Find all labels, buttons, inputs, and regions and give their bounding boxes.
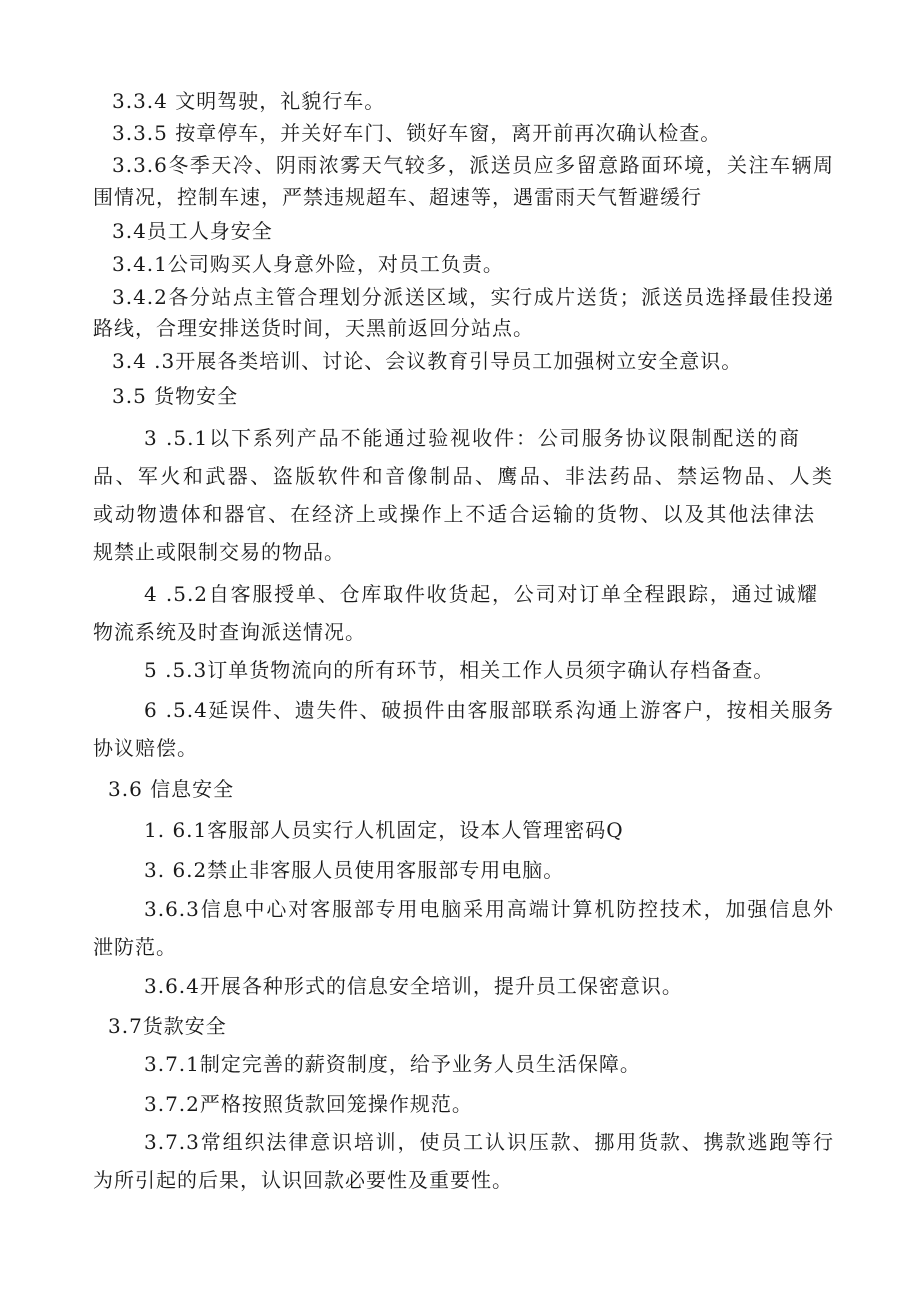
clause-3-7-1: 3.7.1制定完善的薪资制度，给予业务人员生活保障。 (144, 1052, 641, 1076)
heading-3-5: 3.5 货物安全 (112, 384, 239, 408)
clause-3-5-1-cont-2: 或动物遗体和器官、在经济上或操作上不适合运输的货物、以及其他法律法 (93, 502, 815, 526)
clause-3-6-4: 3.6.4开展各种形式的信息安全培训，提升员工保密意识。 (144, 974, 683, 998)
clause-3-7-3: 3.7.3常组织法律意识培训，使员工认识压款、挪用货款、携款逃跑等行 (144, 1130, 834, 1154)
clause-3-4-2: 3.4.2各分站点主管合理划分派送区域，实行成片送货；派送员选择最佳投递 (112, 285, 834, 309)
clause-3-6-3-cont: 泄防范。 (93, 935, 177, 959)
clause-3-7-2: 3.7.2严格按照货款回笼操作规范。 (144, 1092, 473, 1116)
clause-3-3-4: 3.3.4 文明驾驶，礼貌行车。 (112, 89, 386, 113)
clause-3-5-4-cont: 协议赔偿。 (93, 736, 198, 760)
heading-3-7: 3.7货款安全 (108, 1014, 227, 1038)
clause-3-6-1: 1. 6.1客服部人员实行人机固定，设本人管理密码Q (144, 818, 624, 842)
clause-3-5-3: 5 .5.3订单货物流向的所有环节，相关工作人员须字确认存档备查。 (144, 658, 775, 682)
clause-3-3-6: 3.3.6冬季天冷、阴雨浓雾天气较多，派送员应多留意路面环境，关注车辆周 (112, 153, 834, 177)
clause-3-7-3-cont: 为所引起的后果，认识回款必要性及重要性。 (93, 1168, 513, 1192)
clause-3-4-1: 3.4.1公司购买人身意外险，对员工负责。 (112, 252, 504, 276)
clause-3-3-6-cont: 围情况，控制车速，严禁违规超车、超速等，遇雷雨天气暂避缓行 (93, 185, 702, 209)
clause-3-5-4: 6 .5.4延误件、遗失件、破损件由客服部联系沟通上游客户，按相关服务 (144, 698, 834, 722)
clause-3-6-2: 3. 6.2禁止非客服人员使用客服部专用电脑。 (144, 858, 565, 882)
clause-3-5-1: 3 .5.1以下系列产品不能通过验视收件：公司服务协议限制配送的商 (144, 426, 800, 450)
clause-3-5-2-cont: 物流系统及时查询派送情况。 (93, 620, 366, 644)
clause-3-4-2-cont: 路线，合理安排送货时间，天黑前返回分站点。 (93, 316, 534, 340)
clause-3-6-3: 3.6.3信息中心对客服部专用电脑采用高端计算机防控技术，加强信息外 (144, 897, 834, 921)
clause-3-5-2: 4 .5.2自客服授单、仓库取件收货起，公司对订单全程跟踪，通过诚耀 (144, 582, 818, 606)
clause-3-5-1-cont-3: 规禁止或限制交易的物品。 (93, 540, 345, 564)
clause-3-4-3: 3.4 .3开展各类培训、讨论、会议教育引导员工加强树立安全意识。 (112, 349, 743, 373)
clause-3-5-1-cont-1: 品、军火和武器、盗版软件和音像制品、鹰品、非法药品、禁运物品、人类 (93, 464, 833, 488)
clause-3-3-5: 3.3.5 按章停车，并关好车门、锁好车窗，离开前再次确认检查。 (112, 121, 722, 145)
heading-3-6: 3.6 信息安全 (108, 777, 235, 801)
heading-3-4: 3.4员工人身安全 (112, 219, 273, 243)
